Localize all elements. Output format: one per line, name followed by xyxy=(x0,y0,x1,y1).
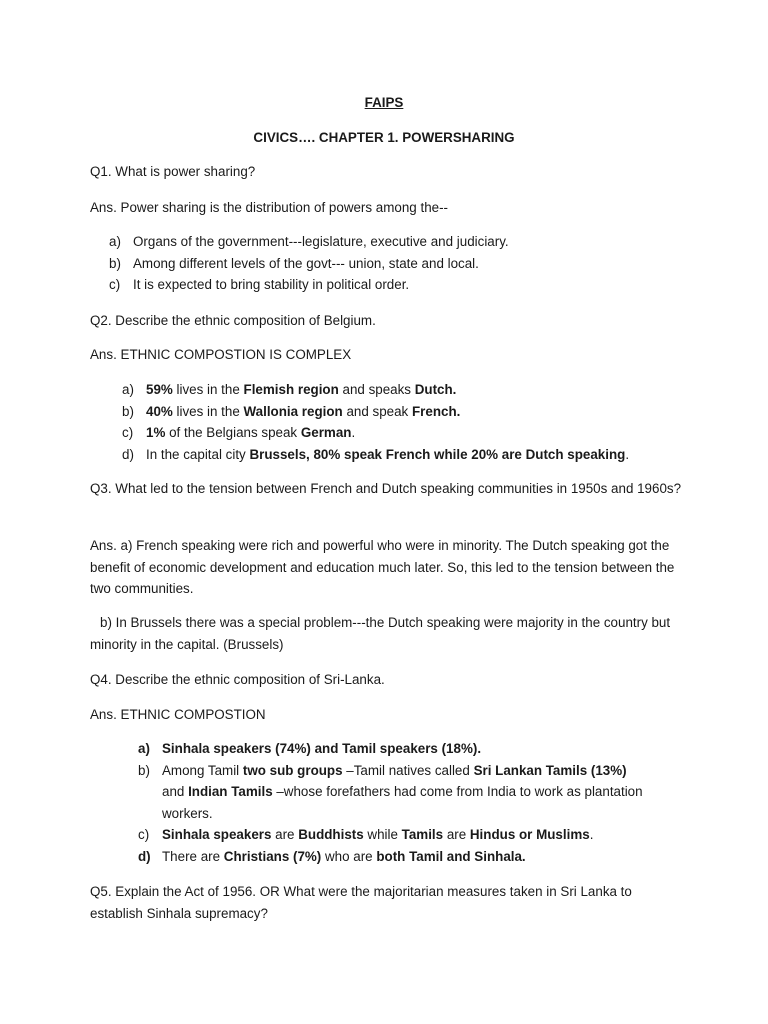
list-item-text: It is expected to bring stability in political order. xyxy=(133,277,410,292)
q4-answer: Ans. ETHNIC COMPOSTION xyxy=(90,707,266,722)
list-item-text: Among different levels of the govt--- union, state and local. xyxy=(133,255,479,271)
list-item xyxy=(109,231,693,253)
text-run: lives in the xyxy=(172,403,244,419)
list-item xyxy=(109,253,693,275)
list-item xyxy=(138,738,652,760)
q4-answer-list xyxy=(138,738,652,867)
text-run: . xyxy=(351,425,356,440)
list-marker: c) xyxy=(122,425,134,440)
q2-answer-list xyxy=(122,379,686,465)
text-run: and speaks xyxy=(338,382,415,397)
bold-text-run: 40% xyxy=(146,403,173,419)
bold-text-run: 59% xyxy=(146,382,173,397)
list-item-text xyxy=(162,849,526,864)
text-run: lives in the xyxy=(172,382,244,397)
list-item-text xyxy=(146,404,460,419)
list-item xyxy=(122,379,686,401)
list-item-text xyxy=(162,827,593,842)
q5-question: Q5. Explain the Act of 1956. OR What were the majoritarian measures taken in Sri Lanka to establish Sinhala supremacy? xyxy=(90,884,632,921)
bold-text-run: Brussels, 80% speak French while 20% are Dutch speaking xyxy=(249,446,626,462)
list-item xyxy=(122,444,686,466)
q4-question: Q4. Describe the ethnic composition of Sri-Lanka. xyxy=(90,672,385,687)
text-run: are xyxy=(271,827,299,842)
bold-text-run: both Tamil and Sinhala. xyxy=(376,848,526,864)
list-item-text xyxy=(162,741,481,756)
bold-text-run: Hindus or Muslims xyxy=(469,827,590,842)
q3-answer-b: b) In Brussels there was a special problem---the Dutch speaking were majority in the country but minority in the capital. (Brussels) xyxy=(90,615,671,652)
bold-text-run: Buddhists xyxy=(298,827,364,842)
list-marker: a) xyxy=(122,382,134,397)
list-marker: a) xyxy=(109,234,121,249)
bold-text-run: Dutch. xyxy=(414,382,457,397)
bold-text-run: French. xyxy=(411,403,461,419)
text-run: There are xyxy=(162,848,224,864)
q1-answer-list xyxy=(109,231,693,296)
q3-answer-a: Ans. a) French speaking were rich and powerful who were in minority. The Dutch speaking got the benefit of economic development and education much later. So, this led to the tension between the two communities. xyxy=(90,538,675,596)
list-item xyxy=(138,760,652,825)
list-item-text: Organs of the government---legislature, executive and judiciary. xyxy=(133,234,509,249)
list-item-text xyxy=(162,763,643,821)
text-run: . xyxy=(625,446,630,462)
list-marker: d) xyxy=(122,446,134,462)
list-marker: b) xyxy=(138,762,150,778)
list-item xyxy=(109,274,693,296)
text-run: of the Belgians speak xyxy=(165,425,301,440)
bold-text-run: Flemish region xyxy=(243,382,339,397)
text-run: –whose forefathers had come from India to work as plantation workers. xyxy=(162,784,643,821)
bold-text-run: Sinhala speakers (74%) and Tamil speakers (18%). xyxy=(162,741,482,756)
bold-text-run: German xyxy=(300,425,352,440)
list-item-text xyxy=(146,382,456,397)
list-marker: a) xyxy=(138,741,150,756)
document-title: FAIPS xyxy=(364,95,404,110)
text-run: who are xyxy=(321,848,377,864)
chapter-heading: CIVICS…. CHAPTER 1. POWERSHARING xyxy=(253,130,515,145)
list-marker: c) xyxy=(109,277,121,292)
text-run: and xyxy=(162,784,189,799)
list-marker: b) xyxy=(122,403,134,419)
q1-question: Q1. What is power sharing? xyxy=(90,164,256,179)
q3-question: Q3. What led to the tension between French and Dutch speaking communities in 1950s and 1960s? xyxy=(90,481,682,496)
bold-text-run: Wallonia region xyxy=(243,403,343,419)
bold-text-run: Tamils xyxy=(401,827,444,842)
q2-answer: Ans. ETHNIC COMPOSTION IS COMPLEX xyxy=(90,347,352,362)
bold-text-run: Sri Lankan Tamils (13%) xyxy=(473,762,627,778)
list-marker: c) xyxy=(138,827,150,842)
text-run: while xyxy=(363,827,402,842)
bold-text-run: Sinhala speakers xyxy=(162,827,272,842)
q1-answer: Ans. Power sharing is the distribution of powers among the-- xyxy=(90,200,449,215)
q2-question: Q2. Describe the ethnic composition of Belgium. xyxy=(90,313,376,328)
list-item xyxy=(122,422,686,444)
list-item-text xyxy=(146,425,355,440)
list-item xyxy=(138,824,652,846)
list-marker: b) xyxy=(109,255,121,271)
list-item xyxy=(138,846,652,868)
text-run: are xyxy=(443,827,470,842)
text-run: and speak xyxy=(342,403,412,419)
text-run: . xyxy=(589,827,594,842)
text-run: Among Tamil xyxy=(162,762,243,778)
list-marker: d) xyxy=(138,848,151,864)
bold-text-run: 1% xyxy=(146,425,166,440)
bold-text-run: Indian Tamils xyxy=(188,784,273,799)
bold-text-run: two sub groups xyxy=(242,762,343,778)
bold-text-run: Christians (7%) xyxy=(223,848,322,864)
list-item xyxy=(122,401,686,423)
text-run: –Tamil natives called xyxy=(342,762,474,778)
text-run: In the capital city xyxy=(146,446,250,462)
list-item-text xyxy=(146,447,629,462)
